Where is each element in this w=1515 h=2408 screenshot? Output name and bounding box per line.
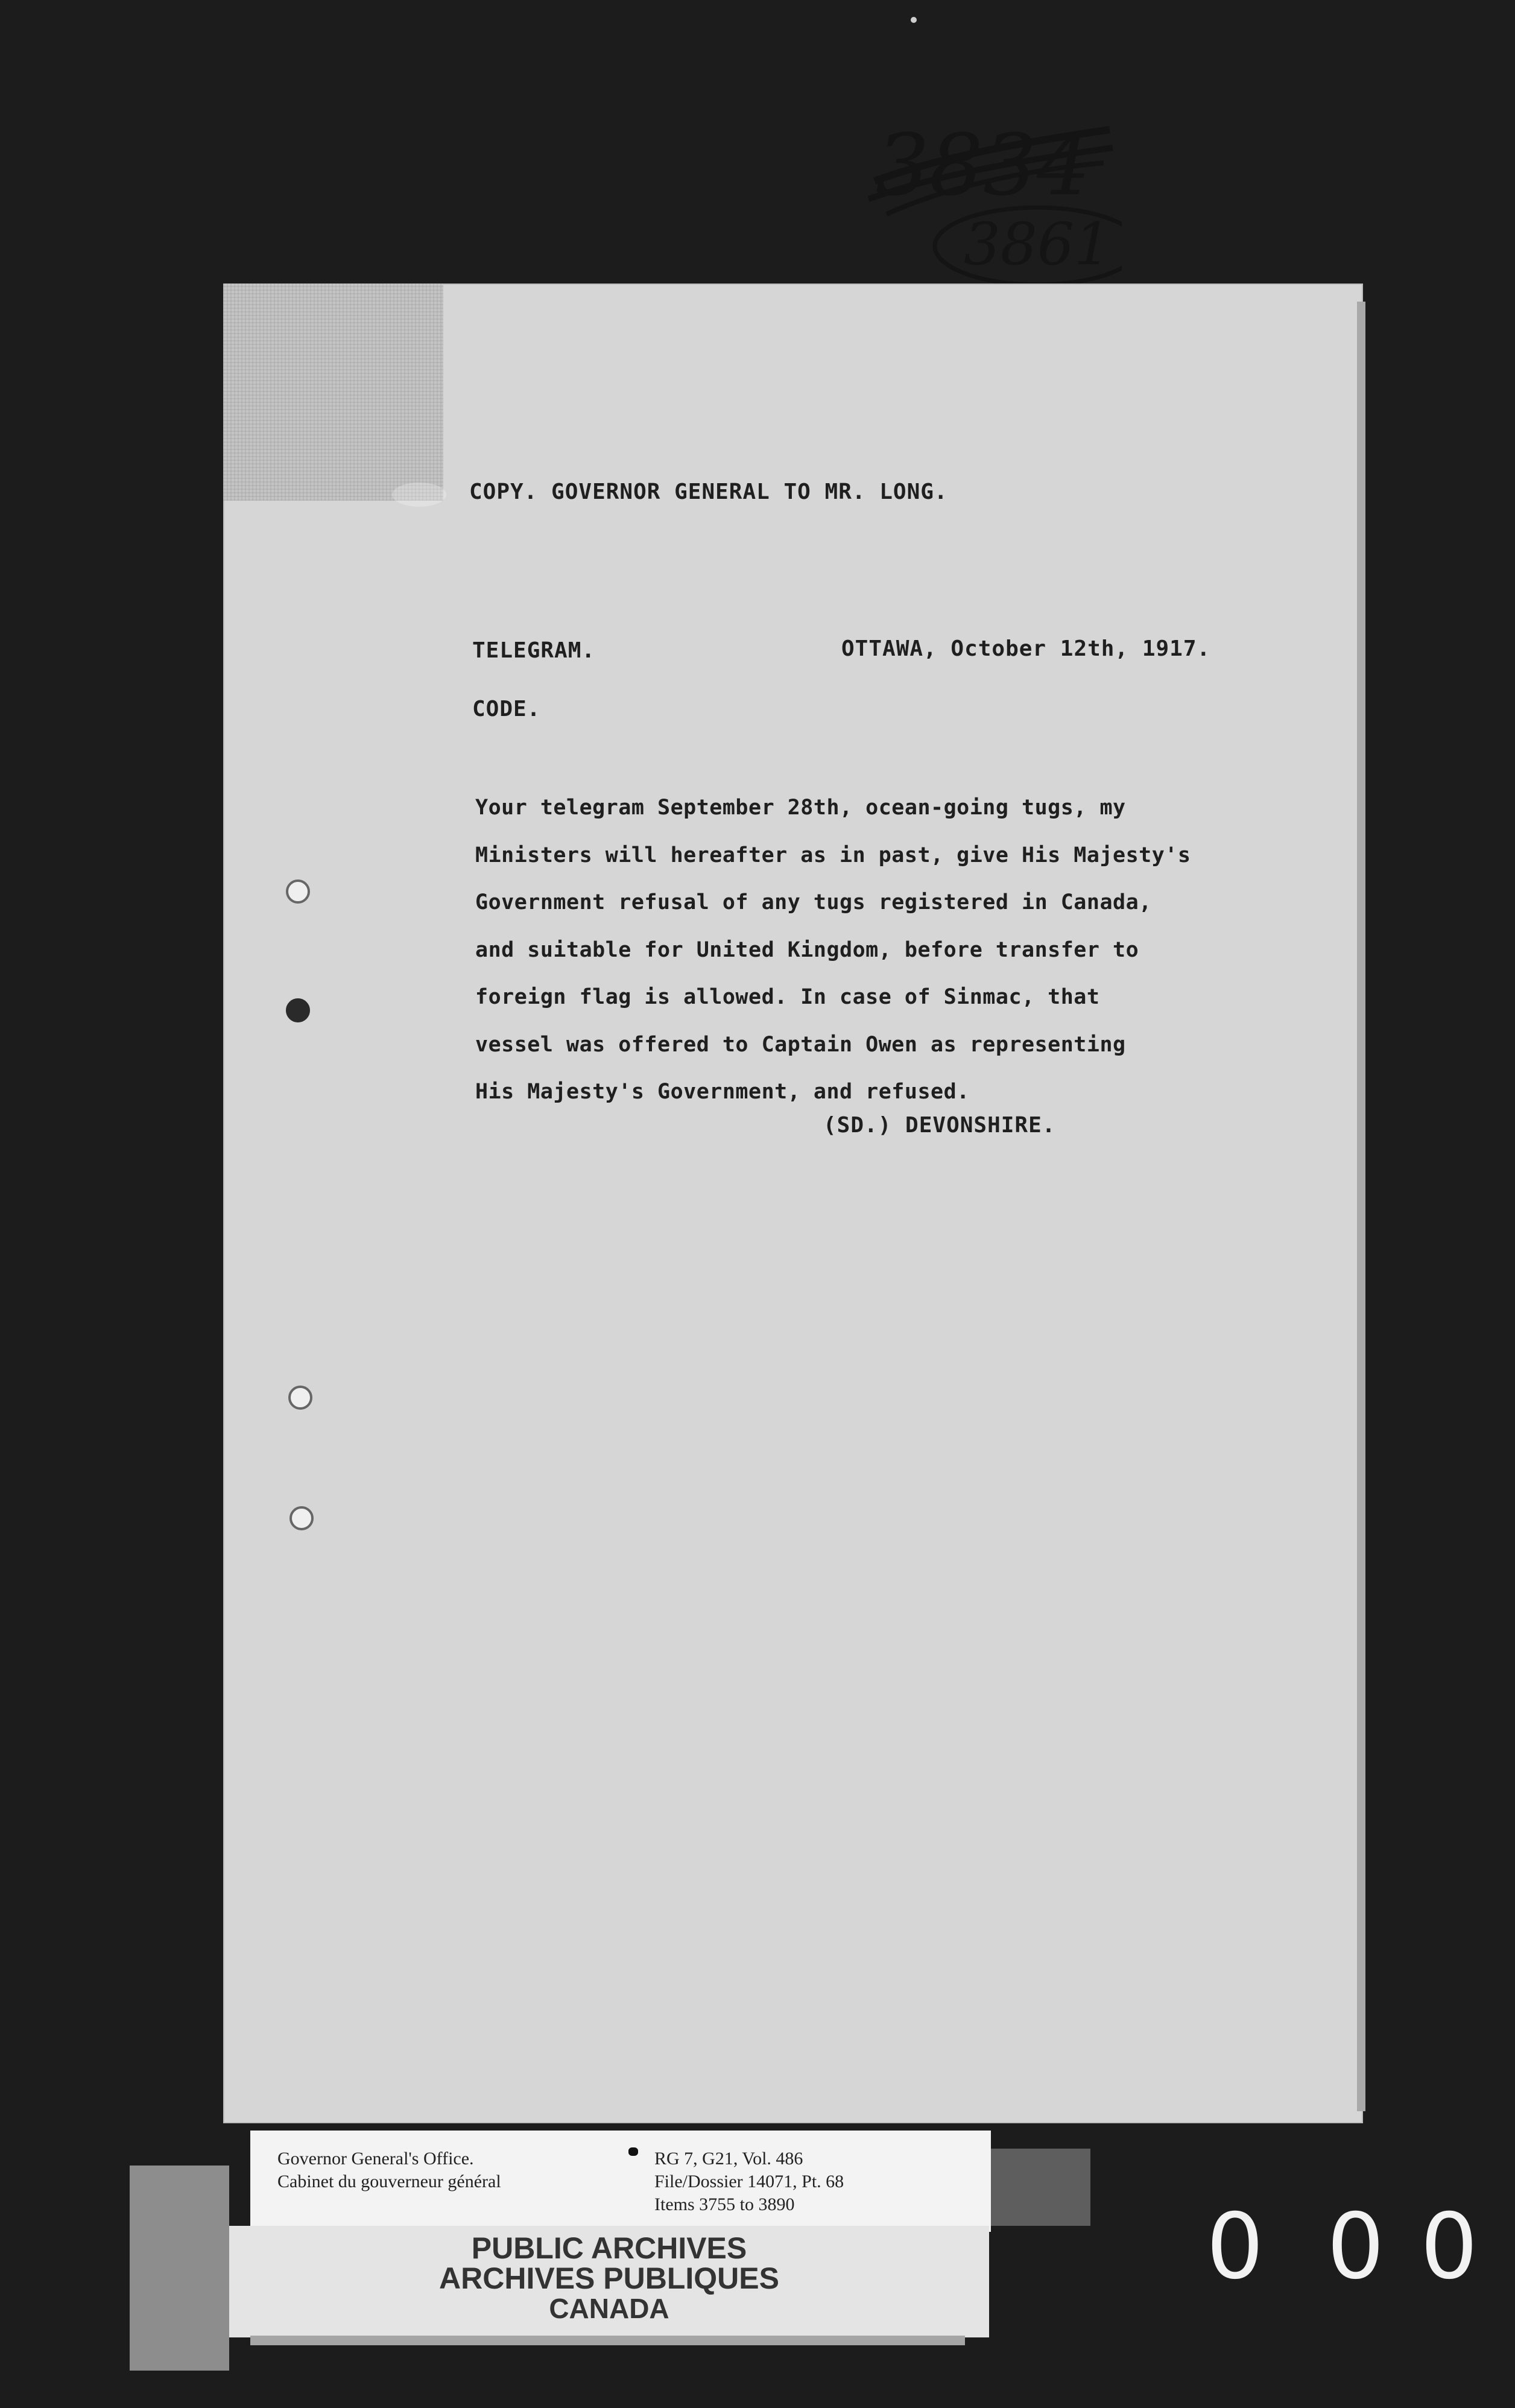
code-label: CODE. (472, 697, 541, 721)
telegram-label: TELEGRAM. (472, 638, 596, 663)
header-line: COPY. GOVERNOR GENERAL TO MR. LONG. (469, 480, 948, 504)
film-tab-left (130, 2166, 229, 2371)
message-line: Your telegram September 28th, ocean-going tugs, my (475, 796, 1126, 820)
message-line: Ministers will hereafter as in past, give His Majesty's (475, 843, 1191, 867)
archives-line-fr: ARCHIVES PUBLIQUES (439, 2261, 779, 2295)
archives-band-edge (250, 2336, 965, 2345)
archives-line-en: PUBLIC ARCHIVES (471, 2231, 747, 2265)
office-french: Cabinet du gouverneur général (277, 2172, 501, 2191)
document-sheet (223, 284, 1363, 2123)
item-range: Items 3755 to 3890 (654, 2194, 795, 2214)
struck-number: 3834 (875, 116, 1091, 215)
punch-hole (289, 1506, 314, 1530)
film-tab-right (988, 2149, 1090, 2226)
paper-stain (392, 483, 446, 507)
frame-digit: 0 (1420, 2194, 1478, 2299)
office-english: Governor General's Office. (277, 2149, 474, 2169)
place-date: OTTAWA, October 12th, 1917. (841, 636, 1211, 661)
mounting-patch (223, 284, 443, 501)
message-line: His Majesty's Government, and refused. (475, 1080, 970, 1104)
message-line: Government refusal of any tugs registered in Canada, (475, 890, 1152, 914)
message-line: foreign flag is allowed. In case of Sinmac, that (475, 985, 1100, 1009)
archives-line-country: CANADA (549, 2293, 669, 2324)
label-notch (628, 2147, 638, 2156)
archive-label (250, 2131, 991, 2232)
signature: (SD.) DEVONSHIRE. (823, 1113, 1056, 1138)
frame-digit: 0 (1206, 2194, 1264, 2299)
record-group: RG 7, G21, Vol. 486 (654, 2149, 803, 2169)
archives-band (229, 2226, 989, 2337)
circled-number: 3861 (963, 211, 1112, 278)
message-line: vessel was offered to Captain Owen as representing (475, 1032, 1126, 1057)
message-body (475, 784, 1289, 1116)
file-dossier: File/Dossier 14071, Pt. 68 (654, 2172, 844, 2191)
handwritten-file-number (688, 18, 1122, 284)
punch-hole (288, 1386, 312, 1410)
punch-hole (286, 879, 310, 904)
message-line: and suitable for United Kingdom, before transfer to (475, 937, 1139, 962)
frame-digit: 0 (1327, 2194, 1385, 2299)
punch-hole (286, 998, 310, 1022)
paper-edge (1357, 302, 1365, 2111)
